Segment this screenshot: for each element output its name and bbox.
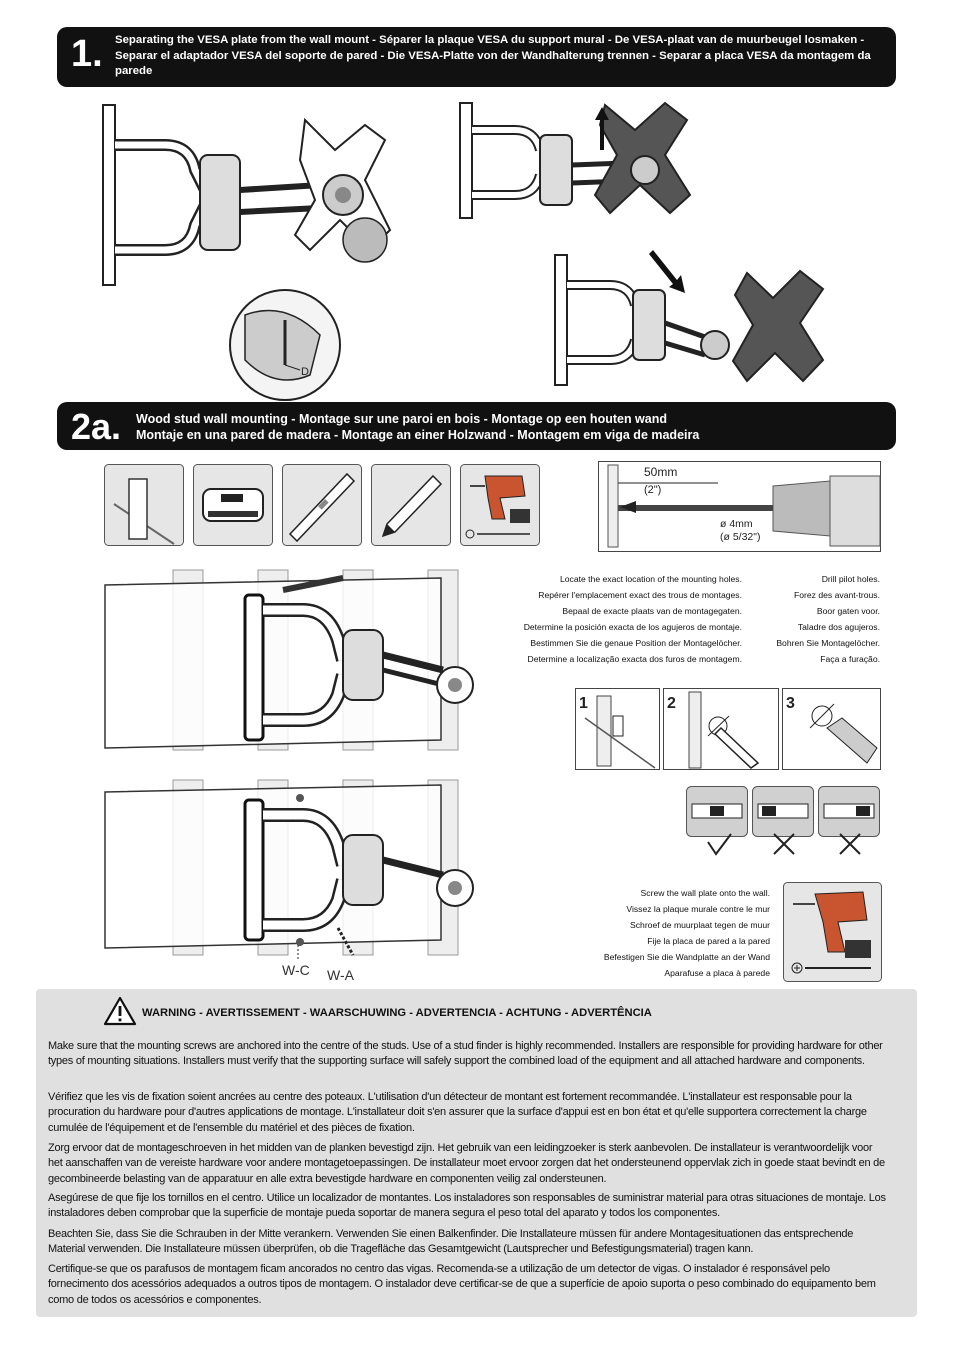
locate-holes-caption-clip xyxy=(523,571,755,671)
locate-holes-text-nl: Bepaal de exacte plaats van de montagegaten. xyxy=(562,606,742,616)
screw-plate-text-pt: Aparafuse a placa à parede xyxy=(664,968,770,978)
screw-plate-caption xyxy=(560,885,770,981)
step2a-title-line2: Montaje en una pared de madera - Montage an einer Holzwand - Montagem em viga de madeira xyxy=(136,428,700,442)
level-wrong-icon-2 xyxy=(818,786,880,856)
hardware-label-wa: W-A xyxy=(327,967,354,983)
step2a-title-line1: Wood stud wall mounting - Montage sur une paroi en bois - Montage op een houten wand xyxy=(136,412,668,426)
drill-holes-caption xyxy=(760,571,880,667)
warning-title: WARNING - AVERTISSEMENT - WAARSCHUWING - ADVERTENCIA - ACHTUNG - ADVERTÊNCIA xyxy=(142,1007,652,1019)
screw-plate-text-es: Fije la placa de pared a la pared xyxy=(647,936,770,946)
level-correct-icon xyxy=(686,786,748,856)
locate-holes-text-en: Locate the exact location of the mounting holes. xyxy=(559,574,742,584)
step2a-number: 2a. xyxy=(71,406,122,447)
pencil-icon xyxy=(371,464,451,546)
drill-depth-mm: 50mm xyxy=(644,465,678,479)
drill-holes-text-de: Bohren Sie Montagelöcher. xyxy=(776,638,880,648)
stud-finder-wall-tool xyxy=(104,464,184,546)
drill-diameter-mm: ø 4mm xyxy=(720,518,753,530)
warning-box xyxy=(36,989,917,1317)
warning-paragraph-de: Beachten Sie, dass Sie die Schrauben in der Mitte verankern. Verwenden Sie einen Balkenfinder. Die Installateure müssen für andere Montagesituationen das entsprechende Material verwenden. Die Installateure müssen überprüfen, ob die Tragefläche das Gesamtgewicht (Lautsprecher und Befestigungsmaterial) tragen kann. xyxy=(48,1228,854,1256)
step1-mount-illustration-left xyxy=(95,100,430,400)
screw-plate-text-en: Screw the wall plate onto the wall. xyxy=(640,888,770,898)
step-number-3: 3 xyxy=(786,695,795,712)
locate-holes-text-de: Bestimmen Sie die genaue Position der Montagelöcher. xyxy=(530,638,742,648)
spirit-level-icon xyxy=(282,464,362,546)
drill-holes-text-en: Drill pilot holes. xyxy=(821,574,880,584)
wall-mount-illustration-top xyxy=(103,570,503,750)
drill-holes-text-nl: Boor gaten voor. xyxy=(816,606,880,616)
locate-holes-text-pt: Determine a localização exacta dos furos de montagem. xyxy=(527,654,742,664)
screw-plate-text-fr: Vissez la plaque murale contre le mur xyxy=(626,904,770,914)
locate-holes-text-fr: Repérer l'emplacement exact des trous de montages. xyxy=(538,590,742,600)
warning-paragraph-nl: Zorg ervoor dat de montageschroeven in het midden van de planken bevestigd zijn. Het gebruik van een leidingzoeker is sterk aanbevolen. De installateur is verantwoordelijk voor het aanschaffen van de vereiste hardware voor andere montagetoepassingen. De installateur moet ervoor zorgen dat het ondersteunend oppervlak zich in goede staat bevindt en de gecombineerde belasting van de apparatuur en alle extra bevestigde hardware en componenten veilig zal ondersteunen. xyxy=(48,1142,885,1185)
screwdriver-drill-icon xyxy=(783,882,882,982)
warning-paragraph-es: Asegúrese de que fije los tornillos en el centro. Utilice un localizador de montantes. Los instaladores son responsables de suministrar material para otras situaciones de montaje. Los instaladores deben comprobar que la superficie de montaje pueda soportar de manera segura el peso total del aparato y todos los componentes. xyxy=(48,1192,886,1220)
step-number-1: 1 xyxy=(579,695,588,712)
drill-step-panel-3 xyxy=(782,688,881,770)
step1-title: Separating the VESA plate from the wall mount - Séparer la plaque VESA du support mural - De VESA-plaat van de muurbeugel losmaken - Separar el adaptador VESA del soporte de pared - Die VESA-Platte von der Wandhalterung trennen - Separar a placa VESA da montagem da parede xyxy=(115,34,871,78)
drill-holes-text-fr: Forez des avant-trous. xyxy=(794,590,880,600)
drill-depth-in: (2") xyxy=(644,484,662,496)
drill-holes-text-es: Taladre dos agujeros. xyxy=(797,622,880,632)
drill-holes-text-pt: Faça a furação. xyxy=(820,654,880,664)
drill-icon xyxy=(460,464,540,546)
warning-paragraph-fr: Vérifiez que les vis de fixation soient ancrées au centre des poteaux. L'utilisation d'un détecteur de montant est fortement recommandée. L'installateur est responsable pour la procuration du hardware pour d'autres applications de montage. L'installateur doit s'en assurer que la surface d'appui est en bon état et qu'elle supportera correctement la charge cumulée de l'équipement et de l'ensemble du matériel et des pièces de fixation. xyxy=(48,1091,867,1134)
level-wrong-icon-1 xyxy=(752,786,814,856)
warning-triangle-icon xyxy=(103,996,137,1026)
callout-label-d: D xyxy=(301,366,309,378)
step1-header-bar xyxy=(57,27,896,87)
screw-plate-text-nl: Schroef de muurplaat tegen de muur xyxy=(630,920,770,930)
locate-step-panel-1 xyxy=(575,688,660,770)
step1-mount-illustration-right xyxy=(455,95,835,395)
step-number-2: 2 xyxy=(667,695,676,712)
locate-holes-text-es: Determine la posición exacta de los agujeros de montaje. xyxy=(523,622,742,632)
locate-step-panel-2 xyxy=(663,688,779,770)
step2a-header-bar xyxy=(57,402,896,450)
drill-diameter-in: (ø 5/32") xyxy=(720,531,761,543)
screw-plate-text-de: Befestigen Sie die Wandplatte an der Wand xyxy=(603,952,770,962)
wall-mount-illustration-bottom xyxy=(103,780,503,980)
hardware-label-wc: W-C xyxy=(282,962,310,978)
stud-finder-icon xyxy=(193,464,273,546)
warning-paragraph-en: Make sure that the mounting screws are anchored into the centre of the studs. Use of a stud finder is highly recommended. Installers are responsible for providing hardware for other types of mounting situations. Installers must verify that the supporting surface will safely support the combined load of the equipment and all attached hardware and components. xyxy=(48,1040,883,1068)
step1-number: 1. xyxy=(71,33,103,75)
drill-depth-diagram xyxy=(598,461,881,552)
warning-paragraph-pt: Certifique-se que os parafusos de montagem ficam ancorados no centro das vigas. Recomenda-se a utilização de um detector de vigas. O instalador é responsável pelo fornecimento dos acessórios adequados a outros tipos de montagem. O instalador deve certificar-se de que a superfície de apoio suporta o peso combinado do equipamento bem como de todos os acessórios e componentes. xyxy=(48,1263,876,1306)
